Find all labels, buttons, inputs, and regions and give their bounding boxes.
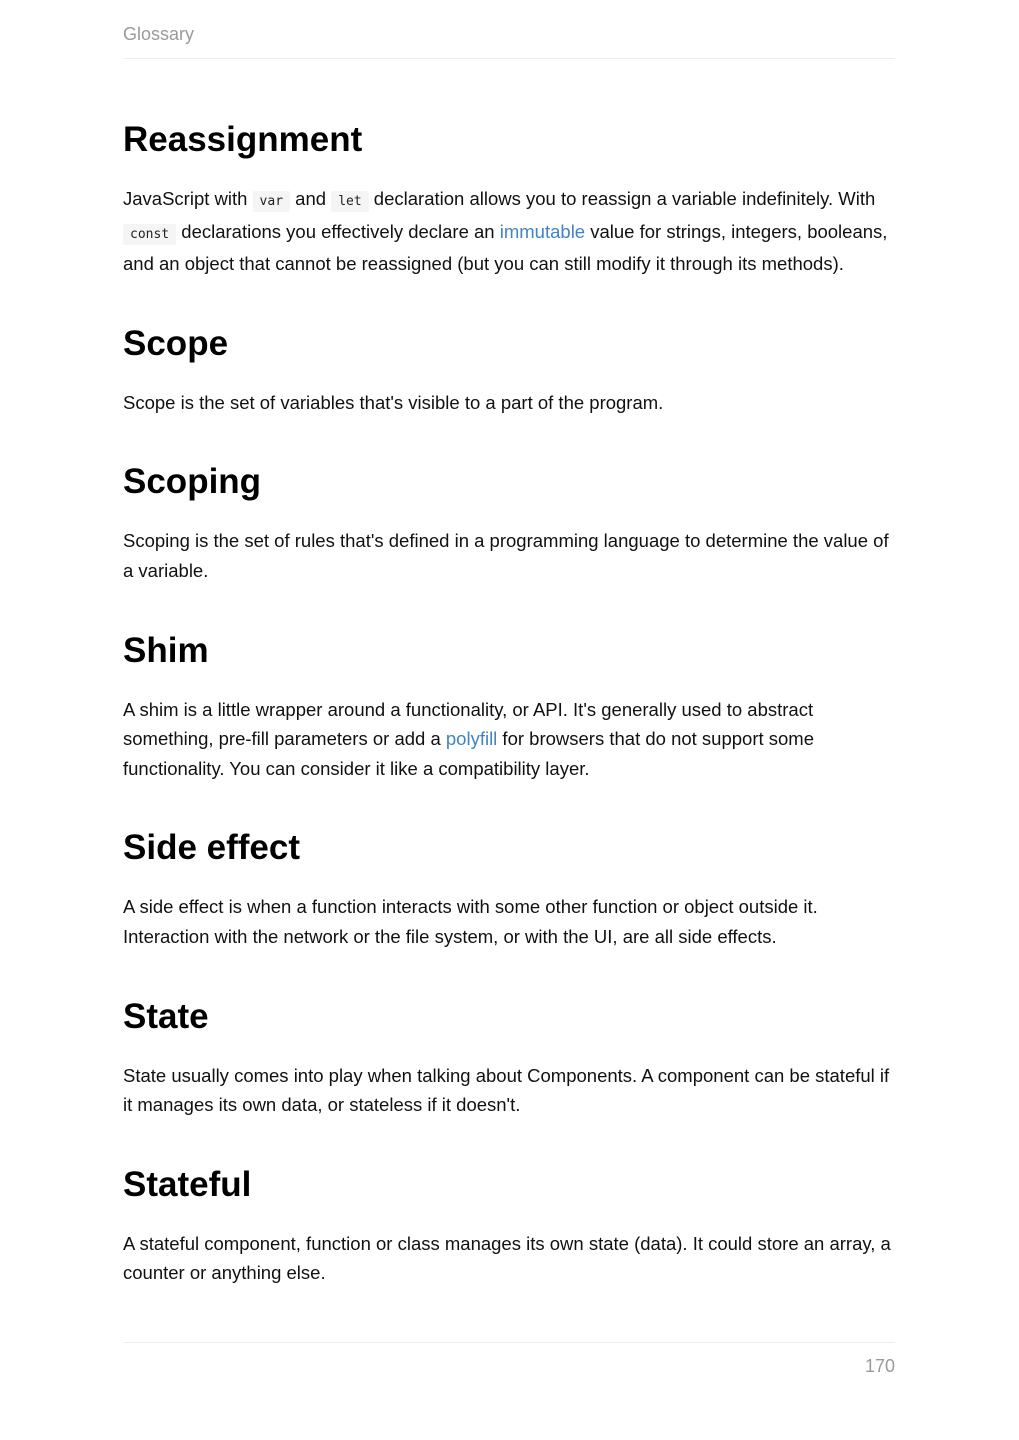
text-segment: and — [290, 188, 332, 209]
entry-title: Shim — [123, 630, 209, 670]
entry-body: State usually comes into play when talking about Components. A component can be stateful if it manages its own data, or stateless if it doesn't. — [123, 1064, 890, 1116]
entry-title: Stateful — [123, 1164, 252, 1204]
entry-title: Side effect — [123, 828, 300, 868]
entry-body — [123, 184, 895, 279]
text-segment: JavaScript with — [123, 188, 253, 209]
entry-body: Scope is the set of variables that's visible to a part of the program. — [123, 391, 664, 413]
entry-body: A stateful component, function or class manages its own state (data). It could store an array, a counter or anything else. — [123, 1232, 891, 1284]
entry-title: Scoping — [123, 462, 262, 502]
entry-stateful — [123, 1163, 895, 1288]
header-title: Glossary — [123, 24, 195, 44]
running-footer — [123, 1342, 895, 1382]
text-segment: A shim is a little wrapper around a functionality, or API. It's generally used to abstract something, pre-fill parameters or add a — [123, 698, 814, 750]
entry-reassignment — [123, 118, 895, 279]
entry-title: State — [123, 996, 209, 1036]
entry-body: A side effect is when a function interacts with some other function or object outside it. Interaction with the network or the file system, or with the UI, are all side effects. — [123, 896, 818, 947]
polyfill-link[interactable]: polyfill — [445, 728, 498, 750]
text-segment: declaration allows you to reassign a variable indefinitely. With — [368, 188, 876, 209]
text-segment: for browsers that do not support some functionality. You can consider it like a compatibility layer. — [123, 728, 815, 779]
entry-shim — [123, 629, 895, 784]
entry-scope — [123, 322, 895, 418]
entry-side-effect — [123, 826, 895, 951]
entry-title: Reassignment — [123, 120, 363, 159]
immutable-link[interactable]: immutable — [499, 220, 586, 242]
entry-state — [123, 995, 895, 1120]
code-let: let — [331, 191, 368, 212]
entry-title: Scope — [123, 323, 229, 363]
page-number: 170 — [864, 1356, 895, 1376]
text-segment: value for strings, integers, booleans, and an object that cannot be reassigned (but you can still modify it through its methods). — [123, 220, 888, 275]
entry-body: Scoping is the set of rules that's defined in a programming language to determine the value of a variable. — [123, 530, 889, 581]
code-var: var — [253, 191, 290, 212]
code-const: const — [123, 224, 176, 245]
entry-body — [123, 695, 895, 784]
document-page — [123, 0, 895, 1440]
entry-scoping — [123, 460, 895, 585]
running-header — [123, 24, 895, 59]
glossary-content — [123, 118, 895, 1331]
text-segment: declarations you effectively declare an — [176, 220, 500, 242]
